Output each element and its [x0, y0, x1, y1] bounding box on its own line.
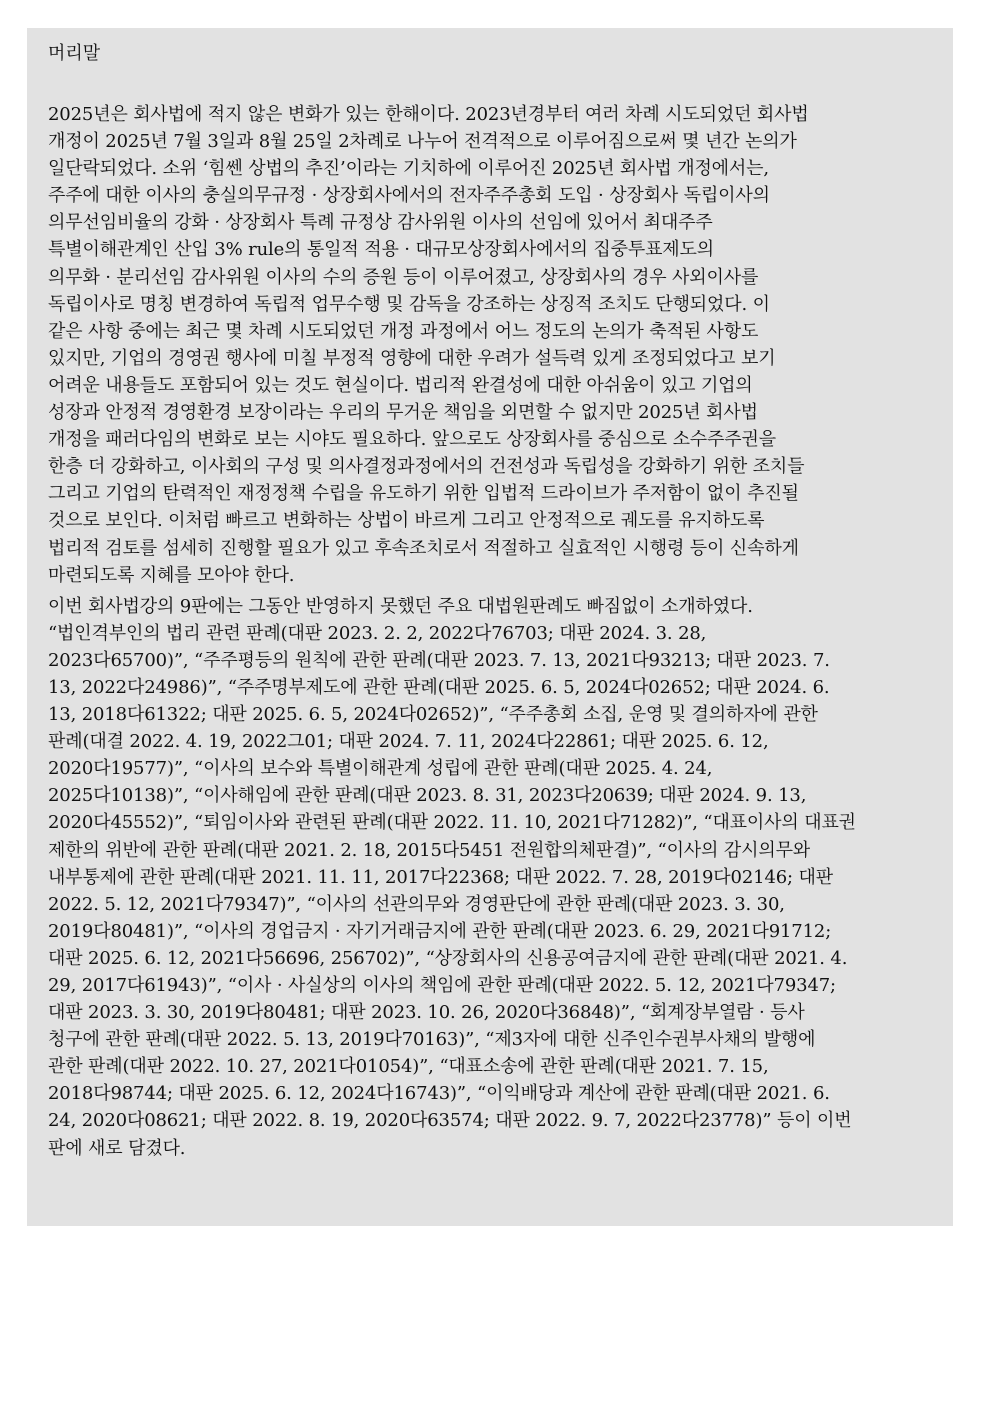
text-line: 대판 2023. 3. 30, 2019다80481; 대판 2023. 10. 26, 2020다36848)”, “회계장부열람 · 등사 [48, 1002, 805, 1024]
text-line: 2025년은 회사법에 적지 않은 변화가 있는 한해이다. 2023년경부터 여러 차례 시도되었던 회사법 [48, 104, 809, 125]
text-line: 것으로 보인다. 이처럼 빠르고 변화하는 상법이 바르게 그리고 안정적으로 궤도를 유지하도록 [48, 510, 765, 532]
text-line: 판례(대결 2022. 4. 19, 2022그01; 대판 2024. 7. 11, 2024다22861; 대판 2025. 6. 12, [48, 731, 769, 753]
text-line: 2020다45552)”, “퇴임이사와 관련된 판례(대판 2022. 11. 10, 2021다71282)”, “대표이사의 대표권 [48, 812, 856, 834]
text-line: 제한의 위반에 관한 판례(대판 2021. 2. 18, 2015다5451 전원합의체판결)”, “이사의 감시의무와 [48, 839, 811, 861]
text-line: 24, 2020다08621; 대판 2022. 8. 19, 2020다63574; 대판 2022. 9. 7, 2022다23778)” 등이 이번 [48, 1110, 852, 1132]
text-line: 13, 2018다61322; 대판 2025. 6. 5, 2024다02652)”, “주주총회 소집, 운영 및 결의하자에 관한 [48, 704, 818, 726]
preface-panel [27, 28, 953, 1226]
text-line: 대판 2025. 6. 12, 2021다56696, 256702)”, “상장회사의 신용공여금지에 관한 판례(대판 2021. 4. [48, 947, 848, 969]
text-line: 의무선임비율의 강화 · 상장회사 특례 규정상 감사위원 이사의 선임에 있어서 최대주주 [48, 212, 713, 234]
text-line: 의무화 · 분리선임 감사위원 이사의 수의 증원 등이 이루어졌고, 상장회사의 경우 사외이사를 [48, 266, 759, 288]
text-line: 내부통제에 관한 판례(대판 2021. 11. 11, 2017다22368; 대판 2022. 7. 28, 2019다02146; 대판 [48, 866, 834, 888]
text-line: 2019다80481)”, “이사의 경업금지 · 자기거래금지에 관한 판례(대판 2023. 6. 29, 2021다91712; [48, 920, 832, 942]
preface-paragraph-2 [48, 593, 939, 1162]
text-line: 청구에 관한 판례(대판 2022. 5. 13, 2019다70163)”, “제3자에 대한 신주인수권부사채의 발행에 [48, 1029, 816, 1051]
text-line: 이번 회사법강의 9판에는 그동안 반영하지 못했던 주요 대법원판례도 빠짐없이 소개하였다. [48, 595, 753, 617]
text-line: 마련되도록 지혜를 모아야 한다. [48, 564, 295, 586]
text-line: 관한 판례(대판 2022. 10. 27, 2021다01054)”, “대표소송에 관한 판례(대판 2021. 7. 15, [48, 1056, 769, 1078]
text-line: 같은 사항 중에는 최근 몇 차례 시도되었던 개정 과정에서 어느 정도의 논의가 축적된 사항도 [48, 320, 759, 342]
text-line: 한층 더 강화하고, 이사회의 구성 및 의사결정과정에서의 건전성과 독립성을 강화하기 위한 조치들 [48, 456, 805, 478]
text-line: 29, 2017다61943)”, “이사 · 사실상의 이사의 책임에 관한 판례(대판 2022. 5. 12, 2021다79347; [48, 975, 836, 996]
text-line: 일단락되었다. 소위 ‘힘쎈 상법의 추진’이라는 기치하에 이루어진 2025년 회사법 개정에서는, [48, 158, 769, 180]
text-line: 개정이 2025년 7월 3일과 8월 25일 2차례로 나누어 전격적으로 이루어짐으로써 몇 년간 논의가 [48, 131, 797, 153]
text-line: 2022. 5. 12, 2021다79347)”, “이사의 선관의무와 경영판단에 관한 판례(대판 2023. 3. 30, [48, 893, 785, 915]
text-line: 특별이해관계인 산입 3% rule의 통일적 적용 · 대규모상장회사에서의 집중투표제도의 [48, 239, 715, 261]
text-line: “법인격부인의 법리 관련 판례(대판 2023. 2. 2, 2022다76703; 대판 2024. 3. 28, [48, 622, 707, 644]
text-line: 있지만, 기업의 경영권 행사에 미칠 부정적 영향에 대한 우려가 설득력 있게 조정되었다고 보기 [48, 347, 776, 369]
text-line: 판에 새로 담겼다. [48, 1137, 186, 1159]
text-line: 주주에 대한 이사의 충실의무규정 · 상장회사에서의 전자주주총회 도입 · 상장회사 독립이사의 [48, 185, 770, 207]
text-line: 어려운 내용들도 포함되어 있는 것도 현실이다. 법리적 완결성에 대한 아쉬움이 있고 기업의 [48, 374, 753, 396]
text-line: 2020다19577)”, “이사의 보수와 특별이해관계 성립에 관한 판례(대판 2025. 4. 24, [48, 758, 713, 780]
text-line: 2023다65700)”, “주주평등의 원칙에 관한 판례(대판 2023. 7. 13, 2021다93213; 대판 2023. 7. [48, 649, 830, 671]
text-line: 개정을 패러다임의 변화로 보는 시야도 필요하다. 앞으로도 상장회사를 중심으로 소수주주권을 [48, 429, 776, 451]
preface-paragraph-1 [48, 101, 939, 589]
text-line: 법리적 검토를 섬세히 진행할 필요가 있고 후속조치로서 적절하고 실효적인 시행령 등이 신속하게 [48, 537, 799, 559]
text-line: 2018다98744; 대판 2025. 6. 12, 2024다16743)”, “이익배당과 계산에 관한 판례(대판 2021. 6. [48, 1083, 830, 1105]
text-line: 2025다10138)”, “이사해임에 관한 판례(대판 2023. 8. 31, 2023다20639; 대판 2024. 9. 13, [48, 785, 807, 807]
text-line: 13, 2022다24986)”, “주주명부제도에 관한 판례(대판 2025. 6. 5, 2024다02652; 대판 2024. 6. [48, 676, 830, 698]
text-line: 그리고 기업의 탄력적인 재정정책 수립을 유도하기 위한 입법적 드라이브가 주저함이 없이 추진될 [48, 483, 799, 505]
text-line: 성장과 안정적 경영환경 보장이라는 우리의 무거운 책임을 외면할 수 없지만 2025년 회사법 [48, 402, 758, 424]
page-title: 머리말 [48, 43, 101, 64]
text-line: 독립이사로 명칭 변경하여 독립적 업무수행 및 감독을 강조하는 상징적 조치도 단행되었다. 이 [48, 293, 770, 315]
